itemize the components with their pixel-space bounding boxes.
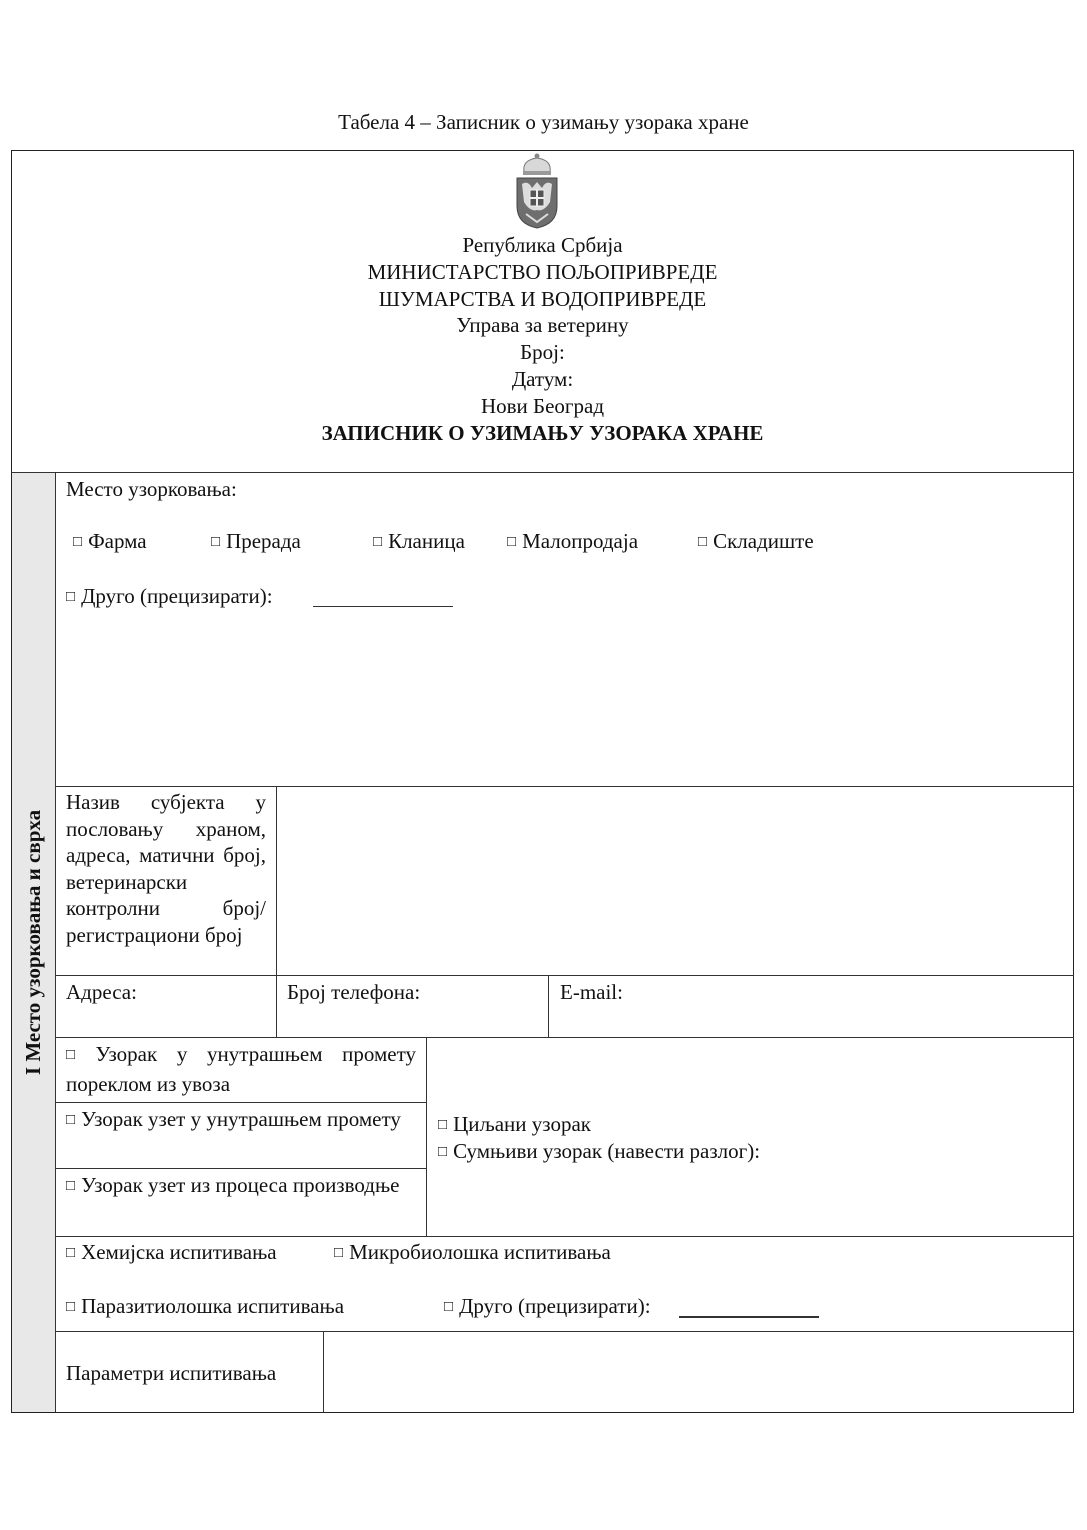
checkbox-icon: □ bbox=[66, 1112, 76, 1128]
divider bbox=[55, 1331, 1074, 1332]
divider bbox=[55, 472, 56, 1412]
checkbox-sample-import[interactable]: □ Узорак у унутрашњем промету пореклом из увоза bbox=[66, 1042, 417, 1096]
header-date-label: Датум: bbox=[511, 366, 574, 391]
checkbox-icon: □ bbox=[334, 1245, 344, 1261]
checkbox-warehouse[interactable]: □ Складиште bbox=[698, 529, 814, 553]
checkbox-sample-domestic[interactable]: □ Узорак узет у унутрашњем промету bbox=[66, 1107, 401, 1131]
divider bbox=[55, 975, 1074, 976]
checkbox-icon: □ bbox=[73, 534, 83, 550]
other-tests-input[interactable] bbox=[679, 1316, 819, 1318]
divider bbox=[55, 786, 1074, 787]
header-city: Нови Београд bbox=[480, 393, 605, 418]
checkbox-icon: □ bbox=[373, 534, 383, 550]
divider bbox=[426, 1037, 427, 1236]
checkbox-parasitological-tests[interactable]: □ Паразитиолошка испитивања bbox=[66, 1294, 345, 1318]
divider bbox=[276, 786, 277, 1037]
table-caption: Табела 4 – Записник о узимању узорака хране bbox=[338, 110, 749, 134]
checkbox-sample-production[interactable]: □ Узорак узет из процеса производње bbox=[66, 1173, 400, 1197]
business-entity-field[interactable] bbox=[278, 788, 1073, 974]
header-number-label: Број: bbox=[520, 340, 565, 365]
parameters-field[interactable] bbox=[325, 1333, 1073, 1411]
header-country: Република Србија bbox=[462, 233, 623, 257]
checkbox-icon: □ bbox=[66, 1245, 76, 1261]
coat-of-arms-icon bbox=[512, 152, 562, 230]
checkbox-icon: □ bbox=[66, 1178, 76, 1194]
divider bbox=[548, 975, 549, 1037]
checkbox-other-place[interactable]: □ Друго (прецизирати): bbox=[66, 584, 273, 608]
checkbox-icon: □ bbox=[66, 1047, 90, 1063]
checkbox-other-tests[interactable]: □ Друго (прецизирати): bbox=[444, 1294, 651, 1318]
email-label: E-mail: bbox=[560, 980, 623, 1004]
checkbox-slaughterhouse[interactable]: □ Кланица bbox=[373, 529, 465, 553]
checkbox-icon: □ bbox=[211, 534, 221, 550]
divider bbox=[55, 1168, 426, 1169]
header-ministry-line2: ШУМАРСТВА И ВОДОПРИВРЕДЕ bbox=[378, 286, 707, 311]
header-directorate: Управа за ветерину bbox=[456, 313, 629, 338]
parameters-label: Параметри испитивања bbox=[66, 1361, 277, 1385]
address-label: Адреса: bbox=[66, 980, 137, 1004]
section-label: I Место узорковања и сврха bbox=[21, 809, 45, 1076]
checkbox-icon: □ bbox=[438, 1144, 448, 1160]
checkbox-retail[interactable]: □ Малопродаја bbox=[507, 529, 639, 553]
divider bbox=[323, 1331, 324, 1412]
phone-label: Број телефона: bbox=[287, 980, 421, 1004]
divider bbox=[55, 1037, 1074, 1038]
checkbox-suspicious-sample[interactable]: □ Сумњиви узорак (навести разлог): bbox=[438, 1139, 761, 1163]
checkbox-icon: □ bbox=[507, 534, 517, 550]
checkbox-microbiological-tests[interactable]: □ Микробиолошка испитивања bbox=[334, 1240, 611, 1264]
divider bbox=[55, 1102, 426, 1103]
checkbox-icon: □ bbox=[698, 534, 708, 550]
checkbox-icon: □ bbox=[66, 1299, 76, 1315]
other-place-input[interactable] bbox=[313, 606, 453, 607]
form-title: ЗАПИСНИК О УЗИМАЊУ УЗОРАКА ХРАНЕ bbox=[321, 420, 764, 445]
checkbox-farm[interactable]: □ Фарма bbox=[73, 529, 147, 553]
header-ministry-line1: МИНИСТАРСТВО ПОЉОПРИВРЕДЕ bbox=[367, 259, 718, 284]
business-entity-label: Назив субјекта у пословању храном, адреса, матични број, ветеринарски контролни број/регистрациони број bbox=[66, 790, 266, 947]
sampling-place-label: Место узорковања: bbox=[66, 477, 237, 501]
checkbox-icon: □ bbox=[438, 1117, 448, 1133]
checkbox-targeted-sample[interactable]: □ Циљани узорак bbox=[438, 1112, 591, 1136]
divider bbox=[55, 1236, 1074, 1237]
checkbox-icon: □ bbox=[444, 1299, 454, 1315]
checkbox-icon: □ bbox=[66, 589, 76, 605]
checkbox-processing[interactable]: □ Прерада bbox=[211, 529, 301, 553]
divider bbox=[11, 472, 1074, 473]
checkbox-chemical-tests[interactable]: □ Хемијска испитивања bbox=[66, 1240, 277, 1264]
header-block bbox=[11, 232, 1074, 446]
